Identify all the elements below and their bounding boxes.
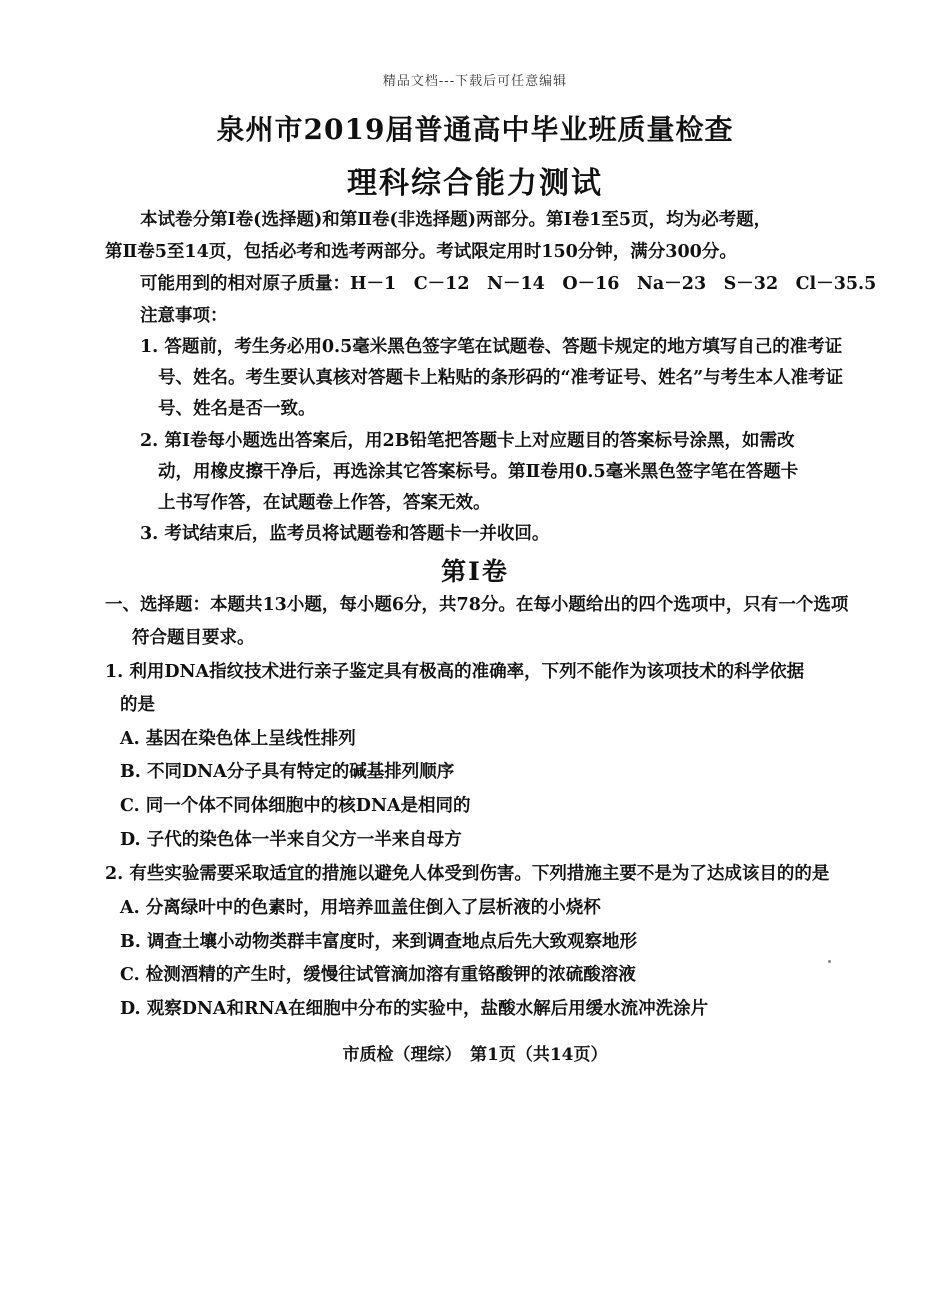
question-option: D. 子代的染色体一半来自父方一半来自母方 [120,830,462,850]
part-heading: 一、选择题：本题共13小题，每小题6分，共78分。在每小题给出的四个选项中，只有一个选项 [105,595,849,615]
question-option: B. 调查土壤小动物类群丰富度时，来到调查地点后先大致观察地形 [120,932,637,952]
exam-subtitle: 理科综合能力测试 [347,166,603,201]
note-item: 2. 第Ⅰ卷每小题选出答案后，用2B铅笔把答题卡上对应题目的答案标号涂黑，如需改 [140,431,795,451]
question-option: D. 观察DNA和RNA在细胞中分布的实验中，盐酸水解后用缓水流冲洗涂片 [120,999,709,1019]
question-option: A. 分离绿叶中的色素时，用培养皿盖住倒入了层析液的小烧杯 [120,898,601,918]
question-stem-cont: 的是 [120,695,155,715]
atomic-masses: 可能用到的相对原子质量：H－1 C－12 N－14 O－16 Na－23 S－32 Cl－35.5 [140,274,877,294]
scan-speck [828,960,831,963]
question-stem: 1. 利用DNA指纹技术进行亲子鉴定具有极高的准确率，下列不能作为该项技术的科学依据 [105,662,805,682]
question-stem: 2. 有些实验需要采取适宜的措施以避免人体受到伤害。下列措施主要不是为了达成该目的的是 [105,864,830,884]
exam-title: 泉州市2019届普通高中毕业班质量检查 [216,113,734,146]
note-item-cont: 号、姓名是否一致。 [158,399,316,419]
note-item: 1. 答题前，考生务必用0.5毫米黑色签字笔在试题卷、答题卡规定的地方填写自己的准考证 [140,337,843,357]
page-footer: 市质检（理综） 第1页（共14页） [342,1045,608,1065]
watermark: 精品文档---下载后可任意编辑 [382,74,568,89]
note-item: 3. 考试结束后，监考员将试题卷和答题卡一并收回。 [140,524,550,544]
question-option: C. 同一个体不同体细胞中的核DNA是相同的 [120,796,471,816]
intro-line: 本试卷分第Ⅰ卷(选择题)和第Ⅱ卷(非选择题)两部分。第Ⅰ卷1至5页，均为必考题， [140,210,772,230]
question-option: A. 基因在染色体上呈线性排列 [120,729,356,749]
note-item-cont: 上书写作答，在试题卷上作答，答案无效。 [158,493,491,513]
question-option: B. 不同DNA分子具有特定的碱基排列顺序 [120,762,455,782]
intro-line: 第Ⅱ卷5至14页，包括必考和选考两部分。考试限定用时150分钟，满分300分。 [105,242,737,262]
note-item-cont: 号、姓名。考生要认真核对答题卡上粘贴的条形码的“准考证号、姓名”与考生本人准考证 [158,368,844,388]
section-title: 第Ⅰ卷 [441,557,509,586]
question-option: C. 检测酒精的产生时，缓慢往试管滴加溶有重铬酸钾的浓硫酸溶液 [120,965,636,985]
notes-heading: 注意事项： [140,306,228,326]
note-item-cont: 动，用橡皮擦干净后，再选涂其它答案标号。第Ⅱ卷用0.5毫米黑色签字笔在答题卡 [158,462,799,482]
part-heading-cont: 符合题目要求。 [132,628,255,648]
